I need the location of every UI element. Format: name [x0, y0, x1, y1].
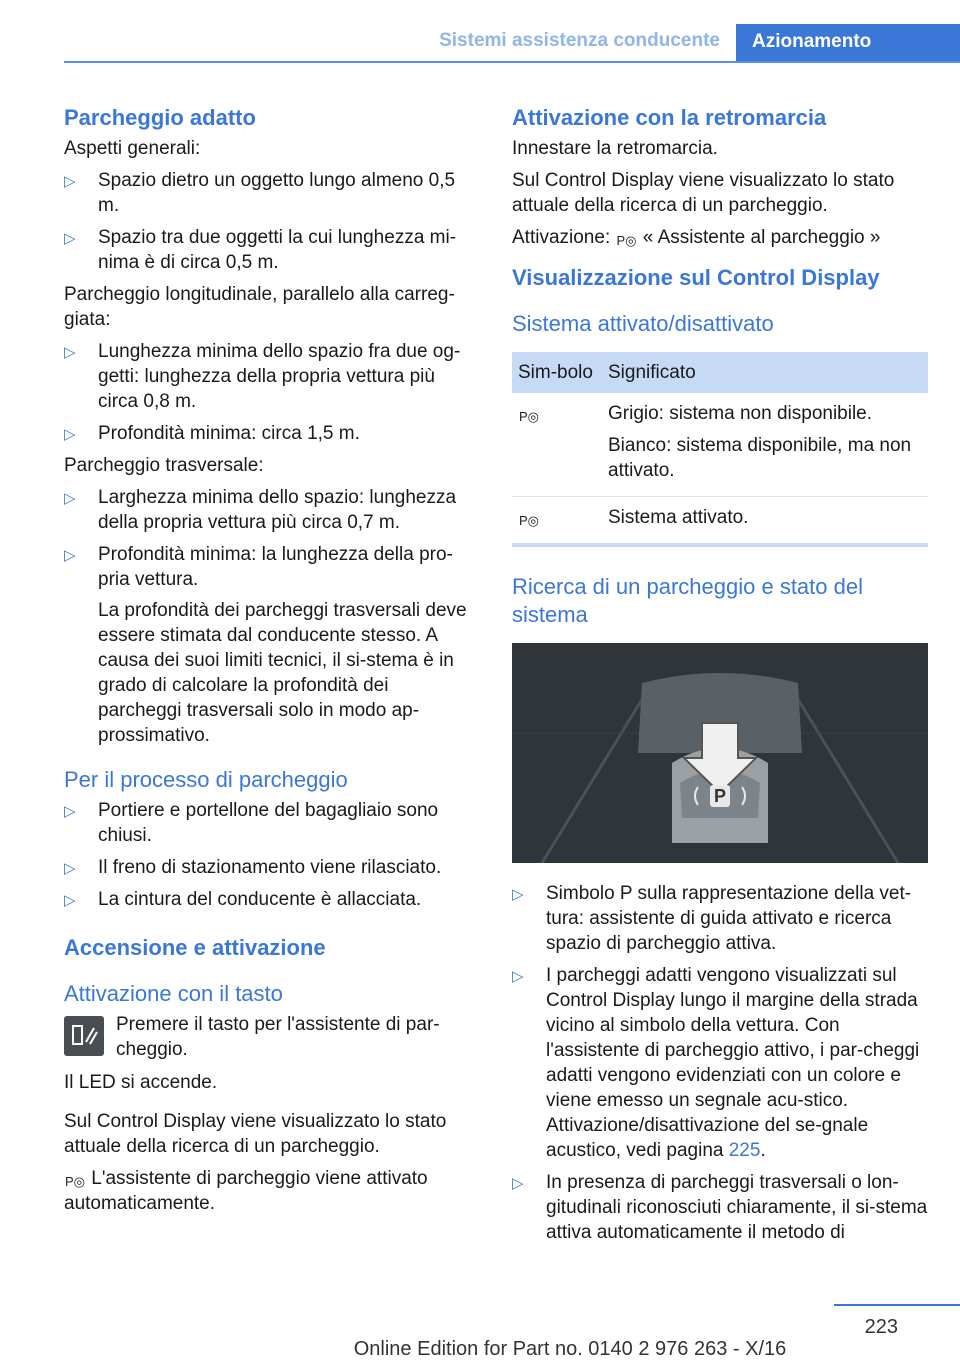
triangle-bullet-icon: ▷: [64, 892, 76, 909]
heading-retromarcia: Attivazione con la retromarcia: [512, 105, 827, 130]
triangle-bullet-icon: ▷: [64, 860, 76, 877]
park-assist-icon: P◎: [616, 233, 637, 248]
triangle-bullet-icon: ▷: [64, 490, 76, 507]
footer-rule: [834, 1304, 960, 1306]
park-assist-glyph-icon: [64, 1016, 104, 1056]
list-item: ▷ Simbolo P sulla rappresentazione della vet-tura: assistente di guida attivato e ricerca spazio di parcheggio attiva.: [512, 883, 912, 954]
triangle-bullet-icon: ▷: [64, 230, 76, 247]
triangle-bullet-icon: ▷: [64, 173, 76, 190]
parking-display-figure: [512, 643, 928, 863]
list-item: ▷ Lunghezza minima dello spazio fra due og-getti: lunghezza della propria vettura più circa 0,8 m.: [64, 341, 461, 412]
park-assist-button-icon: [64, 1016, 104, 1056]
text-premere-tasto: Premere il tasto per l'assistente di par-cheggio.: [116, 1014, 440, 1060]
list-processo: [64, 798, 476, 912]
figure-p-symbol: P: [713, 786, 727, 806]
list-longitudinale: [64, 339, 476, 446]
heading-ricerca: Ricerca di un parcheggio e stato del sistema: [512, 574, 863, 627]
list-trasversale: [64, 485, 476, 748]
list-ricerca: [512, 881, 928, 1245]
heading-parcheggio-adatto: Parcheggio adatto: [64, 105, 256, 130]
heading-processo: Per il processo di parcheggio: [64, 767, 348, 792]
heading-visualizzazione: Visualizzazione sul Control Display: [512, 265, 880, 290]
header-section-title: Sistemi assistenza conducente: [439, 30, 720, 51]
page-reference-link[interactable]: 225: [728, 1140, 761, 1161]
trasversale-note: La profondità dei parcheggi trasversali deve essere stimata dal conducente stesso. A causa dei suoi limiti tecnici, il si-stema è in grado di calcolare la profondità dei parcheggi trasversali solo in modo ap-prossimativo.: [98, 600, 467, 746]
list-general: [64, 168, 476, 275]
list-item: ▷ Spazio tra due oggetti la cui lunghezza mi-nima è di circa 0,5 m.: [64, 227, 457, 273]
heading-attivazione-tasto: Attivazione con il tasto: [64, 981, 283, 1006]
edition-footer: Online Edition for Part no. 0140 2 976 263 - X/16: [353, 1338, 787, 1360]
header-rule: [64, 61, 960, 63]
list-item: ▷ Spazio dietro un oggetto lungo almeno 0,5 m.: [64, 170, 456, 216]
triangle-bullet-icon: ▷: [512, 1175, 524, 1192]
triangle-bullet-icon: ▷: [64, 344, 76, 361]
car-illustration: [512, 643, 928, 863]
symbol-table: [512, 352, 928, 547]
list-item: ▷ La cintura del conducente è allacciata.: [64, 887, 476, 912]
table-row: P◎ Sistema attivato.: [512, 497, 928, 546]
heading-sistema-stato: Sistema attivato/disattivato: [512, 311, 774, 336]
text-innestare: Innestare la retromarcia.: [512, 138, 718, 159]
text-attivazione: Attivazione: P◎ « Assistente al parcheggio »: [512, 227, 881, 248]
list-item: ▷ Profondità minima: circa 1,5 m.: [64, 421, 476, 446]
list-item: ▷ Il freno di stazionamento viene rilasciato.: [64, 855, 476, 880]
col-header-significato: Significato: [602, 352, 928, 393]
text-longitudinale: Parcheggio longitudinale, parallelo alla carreg-giata:: [64, 284, 455, 330]
text-aspetti-generali: Aspetti generali:: [64, 138, 201, 159]
heading-accensione: Accensione e attivazione: [64, 935, 326, 960]
text-trasversale: Parcheggio trasversale:: [64, 455, 264, 476]
text-cd-retro: Sul Control Display viene visualizzato lo stato attuale della ricerca di un parcheggio.: [512, 170, 895, 216]
left-column: [64, 100, 476, 1223]
park-assist-icon: P◎: [518, 409, 539, 424]
text-led: Il LED si accende.: [64, 1072, 218, 1093]
list-item: ▷ I parcheggi adatti vengono visualizzati sul Control Display lungo il margine della strada vicino al simbolo della vettura. Con l'assistente di parcheggio attivo, i par-cheggi adatti vengono evidenziati con un colore e viene emesso un segnale acu-stico. Attivazione/disattivazione del se-gnale acustico, vedi pagina 225.: [512, 965, 920, 1161]
list-item: ▷ In presenza di parcheggi trasversali o lon-gitudinali riconosciuti chiaramente, il si-stema attiva automaticamente il metodo di: [512, 1172, 928, 1243]
page-header: [64, 0, 960, 62]
park-assist-active-icon: P◎: [64, 1174, 85, 1189]
triangle-bullet-icon: ▷: [64, 803, 76, 820]
button-instruction: [64, 1012, 476, 1062]
right-column: [512, 100, 928, 1252]
text-control-display: Sul Control Display viene visualizzato lo stato attuale della ricerca di un parcheggio.: [64, 1111, 447, 1157]
table-row: P◎ Grigio: sistema non disponibile. Bianco: sistema disponibile, ma non attivato.: [512, 393, 928, 497]
triangle-bullet-icon: ▷: [64, 426, 76, 443]
table-header-row: [512, 352, 928, 393]
list-item: ▷ Profondità minima: la lunghezza della pro-pria vettura. La profondità dei parcheggi trasversali deve essere stimata dal conducente stesso. A causa dei suoi limiti tecnici, il si-stema è in grado di calcolare la profondità dei parcheggi trasversali solo in modo ap-prossimativo.: [64, 542, 476, 748]
header-chapter-tab: Azionamento: [736, 24, 960, 62]
text-auto-activation: P◎ L'assistente di parcheggio viene attivato automaticamente.: [64, 1168, 428, 1214]
list-item: ▷ Larghezza minima dello spazio: lunghezza della propria vettura più circa 0,7 m.: [64, 487, 457, 533]
triangle-bullet-icon: ▷: [512, 968, 524, 985]
triangle-bullet-icon: ▷: [64, 547, 76, 564]
list-item: ▷ Portiere e portellone del bagagliaio sono chiusi.: [64, 800, 439, 846]
col-header-simbolo: Sim-bolo: [512, 352, 602, 393]
park-assist-active-icon: P◎: [518, 513, 539, 528]
page-number: 223: [864, 1316, 898, 1338]
triangle-bullet-icon: ▷: [512, 886, 524, 903]
